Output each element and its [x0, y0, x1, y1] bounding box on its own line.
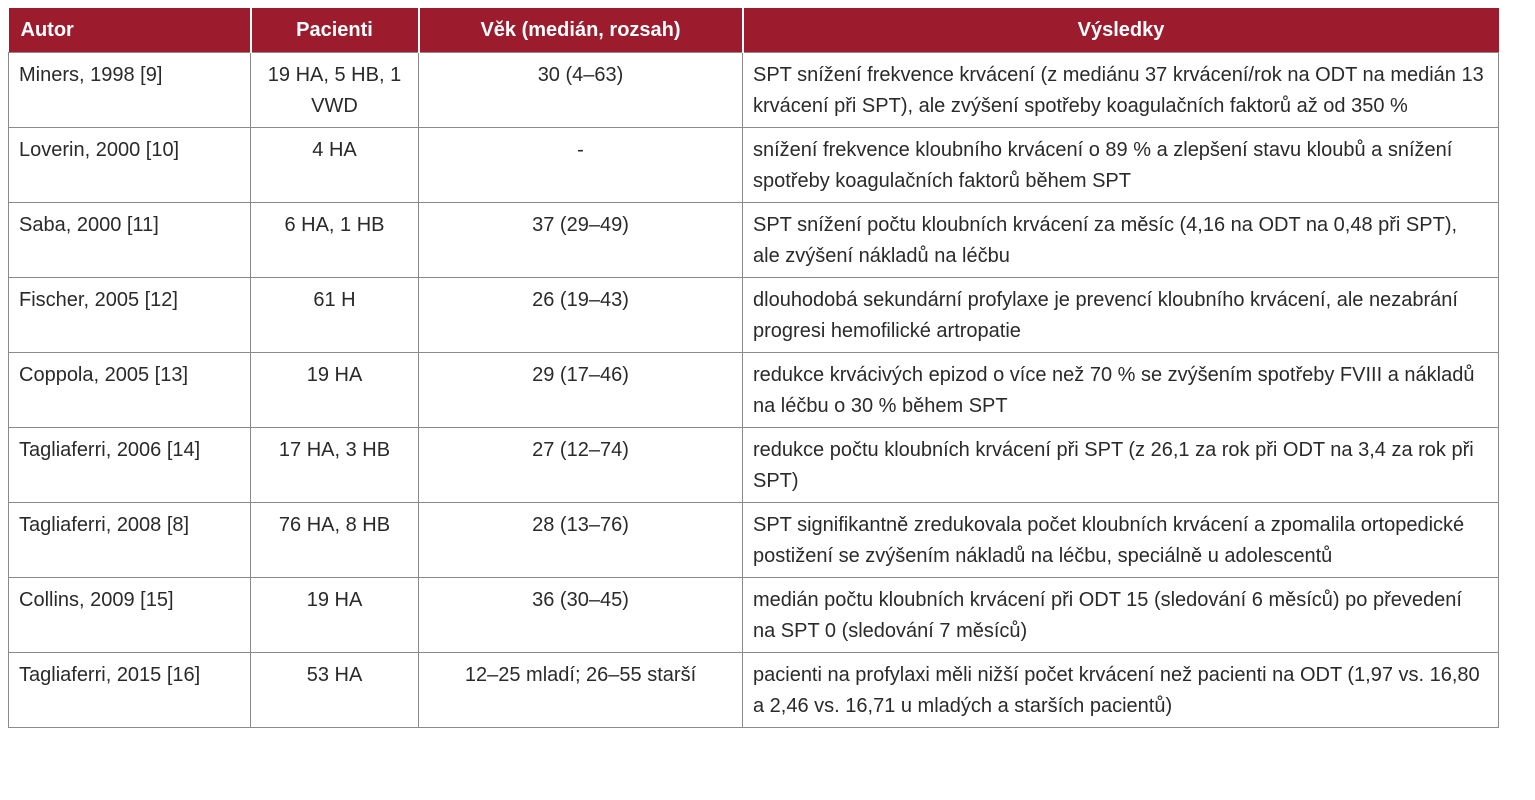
header-patients: Pacienti	[251, 8, 419, 53]
cell-patients: 53 HA	[251, 653, 419, 728]
header-row	[9, 8, 1499, 53]
table-row	[9, 128, 1499, 203]
cell-results: dlouhodobá sekundární profylaxe je prevencí kloubního krvácení, ale nezabrání progresi hemofilické artropatie	[743, 278, 1499, 353]
table-body	[9, 53, 1499, 728]
cell-age: 36 (30–45)	[419, 578, 743, 653]
cell-age: 29 (17–46)	[419, 353, 743, 428]
header-age: Věk (medián, rozsah)	[419, 8, 743, 53]
cell-age: 37 (29–49)	[419, 203, 743, 278]
cell-patients: 19 HA	[251, 353, 419, 428]
cell-patients: 19 HA, 5 HB, 1 VWD	[251, 53, 419, 128]
cell-age: 28 (13–76)	[419, 503, 743, 578]
table-header	[9, 8, 1499, 53]
cell-results: redukce krvácivých epizod o více než 70 % se zvýšením spotřeby FVIII a nákladů na léčbu o 30 % během SPT	[743, 353, 1499, 428]
cell-author: Coppola, 2005 [13]	[9, 353, 251, 428]
cell-patients: 61 H	[251, 278, 419, 353]
table-row	[9, 428, 1499, 503]
cell-age: 12–25 mladí; 26–55 starší	[419, 653, 743, 728]
table-row	[9, 203, 1499, 278]
cell-patients: 19 HA	[251, 578, 419, 653]
cell-author: Tagliaferri, 2006 [14]	[9, 428, 251, 503]
table-row	[9, 278, 1499, 353]
cell-age: 30 (4–63)	[419, 53, 743, 128]
cell-age: 27 (12–74)	[419, 428, 743, 503]
cell-results: snížení frekvence kloubního krvácení o 89 % a zlepšení stavu kloubů a snížení spotřeby koagulačních faktorů během SPT	[743, 128, 1499, 203]
cell-patients: 4 HA	[251, 128, 419, 203]
studies-table	[8, 8, 1499, 728]
cell-author: Tagliaferri, 2015 [16]	[9, 653, 251, 728]
cell-author: Collins, 2009 [15]	[9, 578, 251, 653]
header-results: Výsledky	[743, 8, 1499, 53]
cell-results: SPT signifikantně zredukovala počet kloubních krvácení a zpomalila ortopedické postižení se zvýšením nákladů na léčbu, speciálně u adolescentů	[743, 503, 1499, 578]
cell-patients: 6 HA, 1 HB	[251, 203, 419, 278]
cell-results: SPT snížení frekvence krvácení (z mediánu 37 krvácení/rok na ODT na medián 13 krvácení při SPT), ale zvýšení spotřeby koagulačních faktorů až od 350 %	[743, 53, 1499, 128]
cell-age: -	[419, 128, 743, 203]
cell-results: SPT snížení počtu kloubních krvácení za měsíc (4,16 na ODT na 0,48 při SPT), ale zvýšení nákladů na léčbu	[743, 203, 1499, 278]
cell-author: Miners, 1998 [9]	[9, 53, 251, 128]
table-row	[9, 53, 1499, 128]
table-row	[9, 503, 1499, 578]
studies-table-container	[8, 8, 1498, 728]
header-author: Autor	[9, 8, 251, 53]
cell-results: redukce počtu kloubních krvácení při SPT (z 26,1 za rok při ODT na 3,4 za rok při SPT)	[743, 428, 1499, 503]
cell-author: Loverin, 2000 [10]	[9, 128, 251, 203]
cell-author: Tagliaferri, 2008 [8]	[9, 503, 251, 578]
cell-author: Saba, 2000 [11]	[9, 203, 251, 278]
table-row	[9, 653, 1499, 728]
cell-author: Fischer, 2005 [12]	[9, 278, 251, 353]
cell-patients: 17 HA, 3 HB	[251, 428, 419, 503]
cell-age: 26 (19–43)	[419, 278, 743, 353]
table-row	[9, 353, 1499, 428]
cell-results: medián počtu kloubních krvácení při ODT 15 (sledování 6 měsíců) po převedení na SPT 0 (sledování 7 měsíců)	[743, 578, 1499, 653]
table-row	[9, 578, 1499, 653]
cell-results: pacienti na profylaxi měli nižší počet krvácení než pacienti na ODT (1,97 vs. 16,80 a 2,46 vs. 16,71 u mladých a starších pacientů)	[743, 653, 1499, 728]
cell-patients: 76 HA, 8 HB	[251, 503, 419, 578]
